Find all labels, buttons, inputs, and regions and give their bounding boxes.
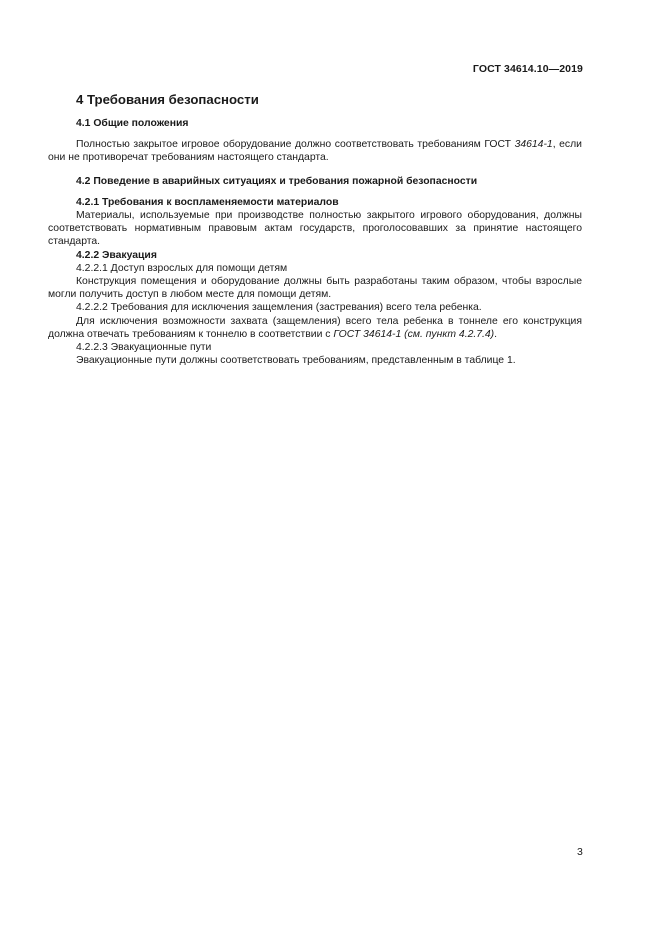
section-4-2-2-2-text [48,315,582,341]
section-4-2-2-1-text: Конструкция помещения и оборудование должны быть разработаны таким образом, чтобы взрослые могли получить доступ в любом месте для помощи детям. [48,276,582,301]
section-4-1-text-a: Полностью закрытое игровое оборудование должно соответствовать требованиям ГОСТ [76,139,515,151]
section-4-2-2-title: 4.2.2 Эвакуация [76,249,157,261]
section-4-2-2-2-title: 4.2.2.2 Требования для исключения защемления (застревания) всего тела ребенка. [76,302,482,314]
section-4-2-title: 4.2 Поведение в аварийных ситуациях и требования пожарной безопасности [76,175,478,187]
section-4-1-title: 4.1 Общие положения [76,118,189,129]
section-4-2-1-title: 4.2.1 Требования к воспламеняемости материалов [76,196,339,208]
section-4-2-2-2-text-b: . [494,328,498,340]
section-4-1-text-b: , если они не противоречат требованиям настоящего стандарта. [48,139,582,164]
section-4-1-gost-ref: 34614-1 [514,139,553,151]
section-4-2-2-2-gost-ref: ГОСТ 34614-1 (см. пункт 4.2.7.4) [333,328,495,340]
section-4-title: 4 Требования безопасности [76,92,259,107]
page-number: 3 [577,846,583,858]
standard-header: ГОСТ 34614.10—2019 [472,63,583,75]
section-4-2-2-1-title: 4.2.2.1 Доступ взрослых для помощи детям [76,262,288,274]
section-4-1-text [48,138,582,164]
section-4-2-2-3-title: 4.2.2.3 Эвакуационные пути [76,342,212,354]
section-4-2-1-text: Материалы, используемые при производстве полностью закрытого игрового оборудования, должны соответствовать нормативным правовым актам государств, проголосовавших за принятие настоящего стандарта. [48,210,582,248]
section-4-2-2-2-text-a: Для исключения возможности захвата (защемления) всего тела ребенка в тоннеле его конструкция должна отвечать требованиям к тоннелю в соответствии с [48,315,582,340]
section-4-2-2-3-text: Эвакуационные пути должны соответствовать требованиям, представленным в таблице 1. [76,355,516,367]
page-content [48,92,582,367]
